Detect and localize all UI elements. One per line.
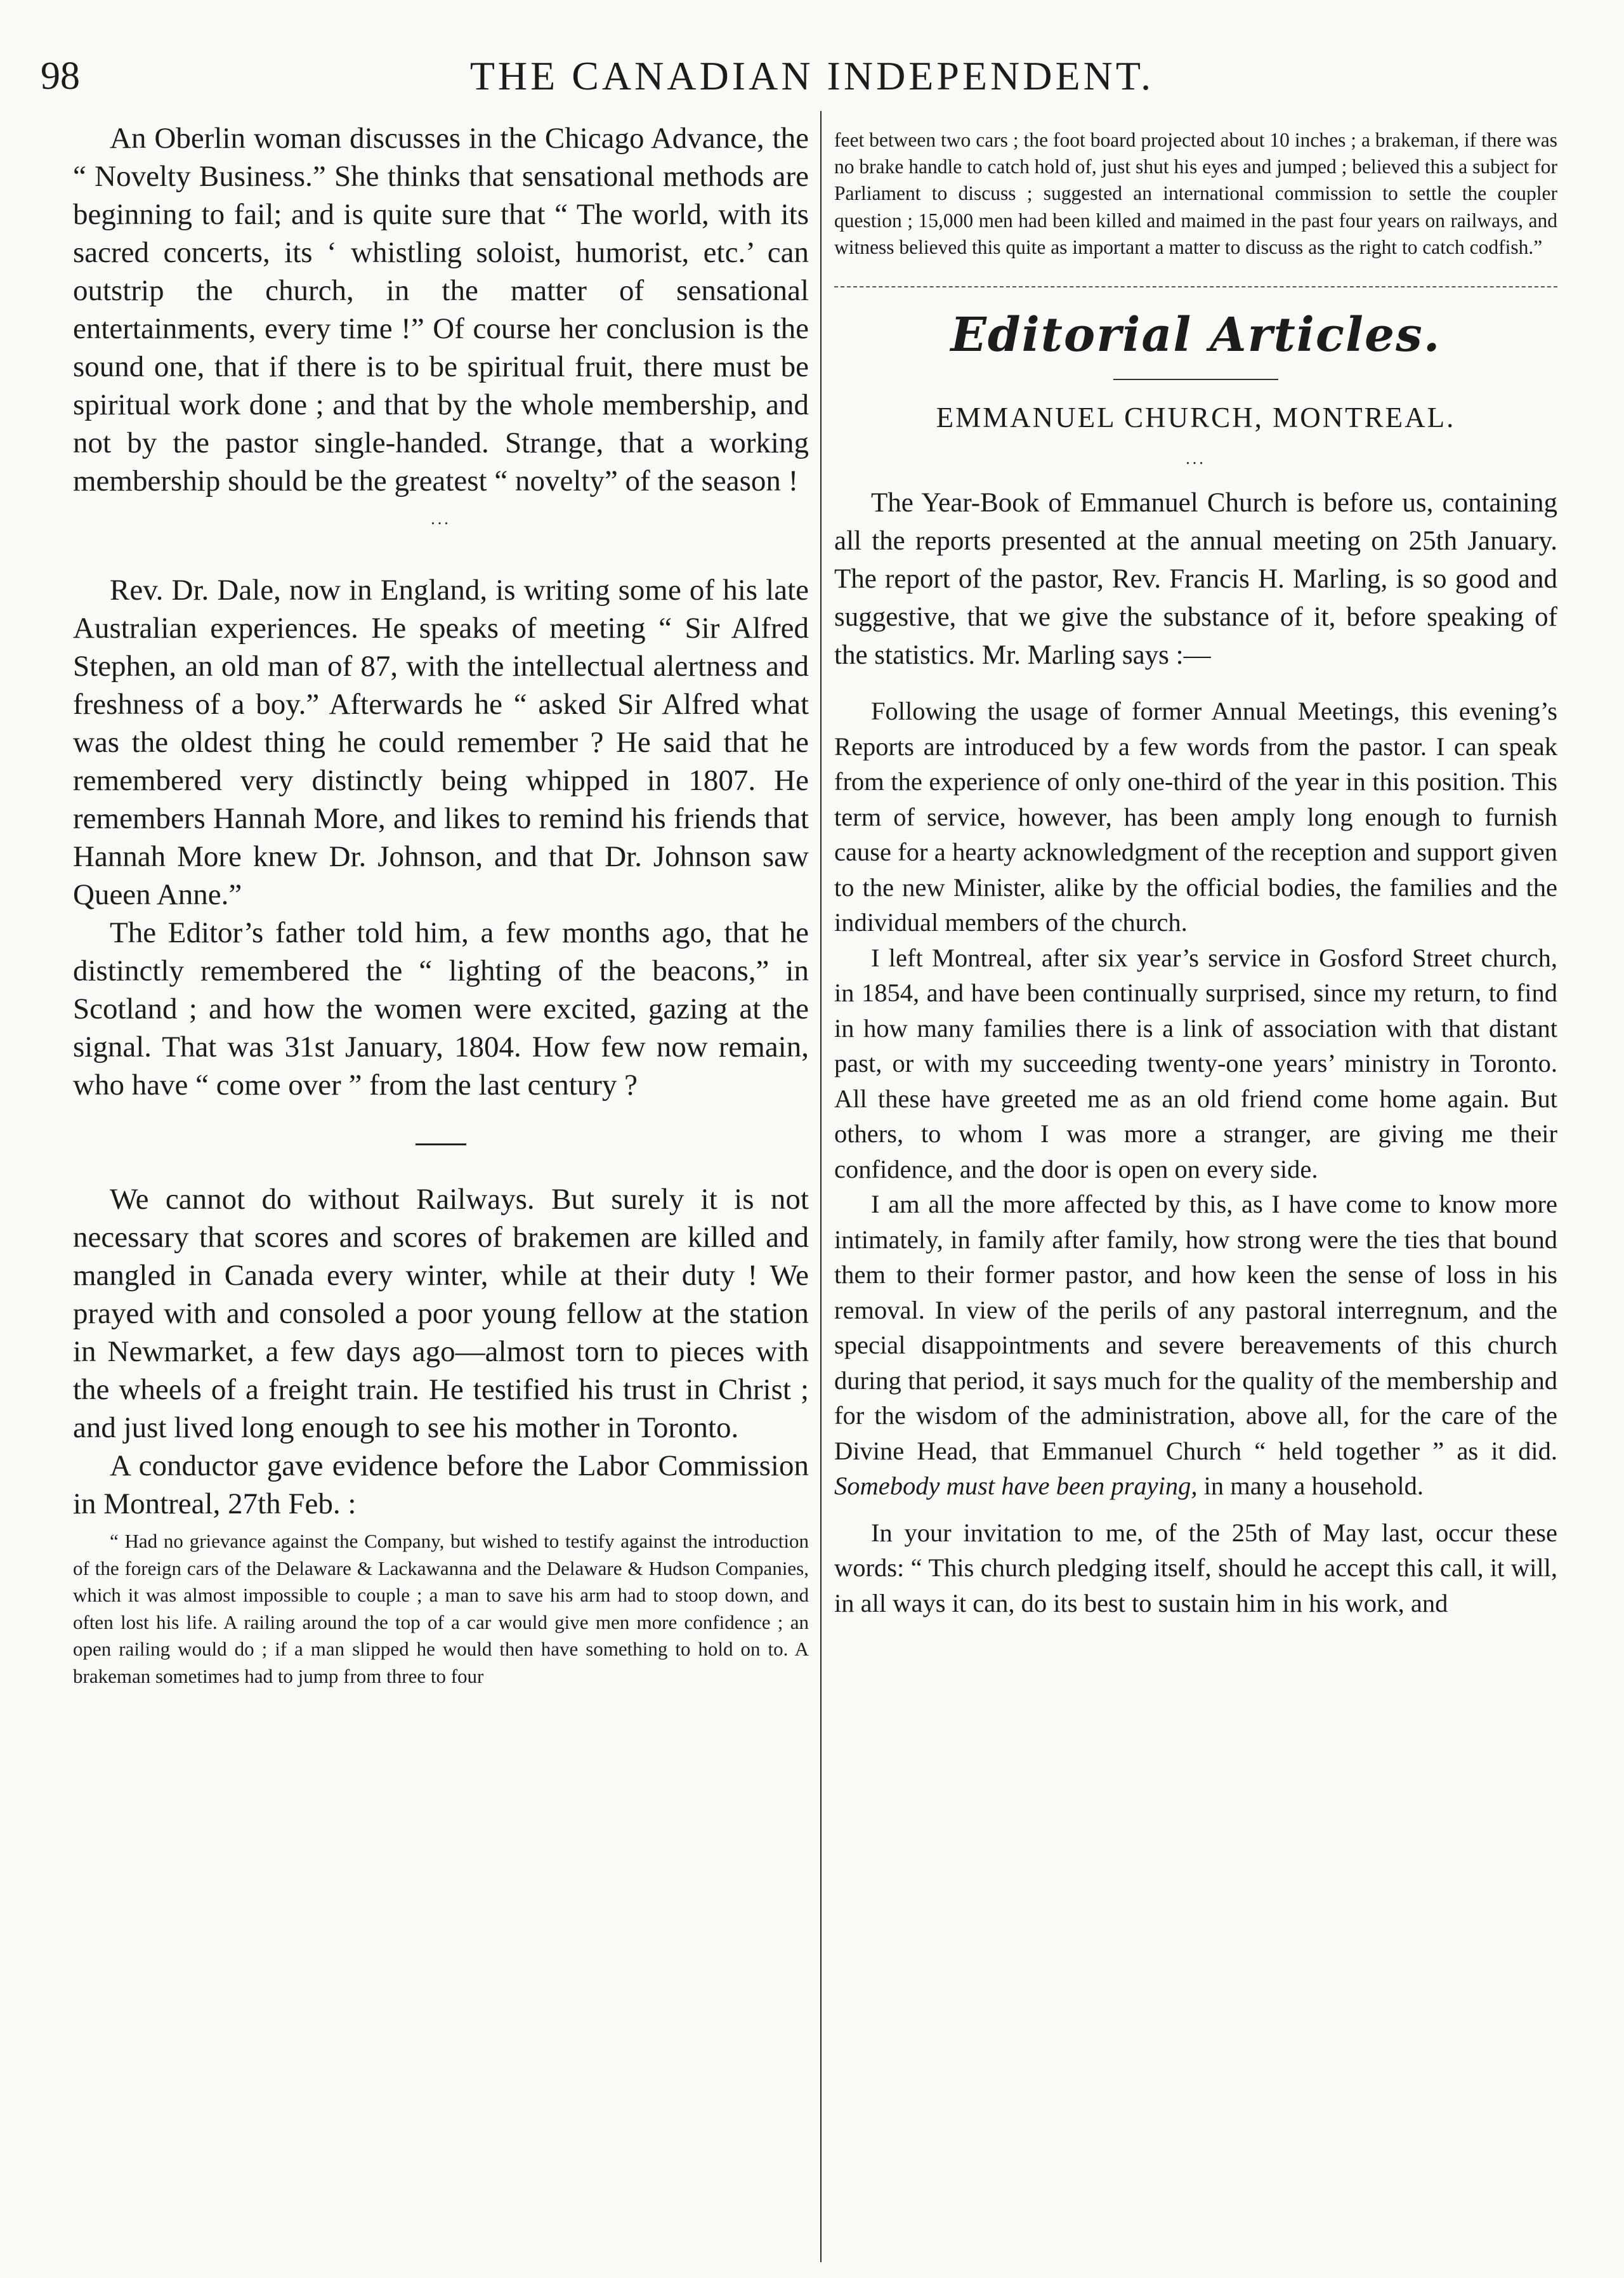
- separator-dots: ...: [1186, 449, 1206, 468]
- right-column: [834, 108, 1557, 1621]
- paragraph-dale: Rev. Dr. Dale, now in England, is writing some of his late Australian experiences. He speaks of meeting “ Sir Alfred Stephen, an old man of 87, with the intellectual alertness and freshness of a boy.” Afterwards he “ asked Sir Alfred what was the oldest thing he could remember ? He said that he remembered very distinctly being whipped in 1807. He remembers Hannah More, and likes to remind his friends that Hannah More knew Dr. Johnson, and that Dr. Johnson saw Queen Anne.”: [73, 574, 809, 911]
- report-3-emphasis: Somebody must have been praying,: [834, 1471, 1198, 1501]
- paragraph-report-1: Following the usage of former Annual Meetings, this evening’s Reports are introduced by a few words from the pastor. I can speak from the experience of only one-third of the year in this position. This term of service, however, has been amply long enough to furnish cause for a hearty acknowledgment of the reception and support given to the new Minister, alike by the official bodies, the families and the individual members of the church.: [834, 697, 1557, 937]
- paragraph-intro: The Year-Book of Emmanuel Church is before us, containing all the reports presented at the annual meeting on 25th January. The report of the pastor, Rev. Francis H. Marling, is so good and suggestive, that we give the substance of it, before speaking of the statistics. Mr. Marling says :—: [834, 488, 1557, 671]
- left-column: [73, 108, 809, 1690]
- report-3-text: I am all the more affected by this, as I have come to know more intimately, in family after family, how strong were the ties that bound them to their former pastor, and how keen the sense of loss in his removal. In view of the perils of any pastoral interregnum, and the special disappointments and severe bereavements of this church during that period, it says much for the quality of the membership and for the wisdom of the administration, above all, for the care of the Divine Head, that Emmanuel Church “ held together ” as it did.: [834, 1190, 1557, 1465]
- paragraph-report-2: I left Montreal, after six year’s service in Gosford Street church, in 1854, and have been continually surprised, since my return, to find in how many families there is a link of association with that distant past, or with my succeeding twenty-one years’ ministry in Toronto. All these have greeted me as an old friend come home again. But others, to whom I was more a stranger, are giving me their confidence, and the door is open on every side.: [834, 943, 1557, 1183]
- section-rule: [834, 286, 1557, 287]
- paragraph-editor-father: The Editor’s father told him, a few months ago, that he distinctly remembered the “ lighting of the beacons,” in Scotland ; and how the women were excited, gazing at the signal. That was 31st January, 1804. How few now remain, who have “ come over ” from the last century ?: [73, 916, 809, 1102]
- article-title: EMMANUEL CHURCH, MONTREAL.: [936, 402, 1456, 434]
- paragraph-oberlin: An Oberlin woman discusses in the Chicago Advance, the “ Novelty Business.” She thinks that sensational methods are beginning to fail; and is quite sure that “ The world, with its sacred concerts, its ‘ whistling soloist, humorist, etc.’ can outstrip the church, in the matter of sensational entertainments, every time !” Of course her conclusion is the sound one, that if there is to be spiritual fruit, there must be spiritual work done ; and that by the whole membership, and not by the pastor single-handed. Strange, that a working membership should be the greatest “ novelty” of the season !: [73, 122, 809, 497]
- quote-testimony-continued: feet between two cars ; the foot board projected about 10 inches ; a brakeman, if there was no brake handle to catch hold of, just shut his eyes and jumped ; believed this a subject for Parliament to discuss ; suggested an international commission to settle the coupler question ; 15,000 men had been killed and maimed in the past four years on railways, and witness believed this quite as important a matter to discuss as the right to catch codfish.”: [834, 129, 1557, 258]
- paragraph-report-4: In your invitation to me, of the 25th of May last, occur these words: “ This church pledging itself, should he accept this call, it will, in all ways it can, do its best to sustain him in his work, and: [834, 1518, 1557, 1617]
- paragraph-railways: We cannot do without Railways. But surely it is not necessary that scores and scores of brakemen are killed and mangled in Canada every winter, while at their duty ! We prayed with and consoled a poor young fellow at the station in Newmarket, a few days ago—almost torn to pieces with the wheels of a freight train. He testified his trust in Christ ; and just lived long enough to see his mother in Toronto.: [73, 1183, 809, 1444]
- section-heading: Editorial Articles.: [950, 308, 1441, 363]
- separator-dash: [73, 1104, 809, 1180]
- separator-dots: ...: [431, 510, 451, 528]
- page-header: [0, 44, 1624, 108]
- heading-rule: [1113, 379, 1278, 380]
- running-title: THE CANADIAN INDEPENDENT.: [469, 53, 1155, 98]
- page-number: 98: [41, 55, 80, 98]
- paragraph-report-3: [834, 1187, 1557, 1504]
- report-3-tail: in many a household.: [1203, 1471, 1424, 1501]
- paragraph-conductor: A conductor gave evidence before the Labor Commission in Montreal, 27th Feb. :: [73, 1449, 809, 1520]
- column-divider: [820, 111, 822, 2262]
- quote-testimony: “ Had no grievance against the Company, but wished to testify against the introduction of the foreign cars of the Delaware & Lackawanna and the Delaware & Hudson Companies, which it was almost impossible to couple ; a man to save his arm had to stoop down, and often lost his life. A railing around the top of a car would give men more confidence ; an open railing would do ; if a man slipped he would then have something to hold on to. A brakeman sometimes had to jump from three to four: [73, 1530, 809, 1687]
